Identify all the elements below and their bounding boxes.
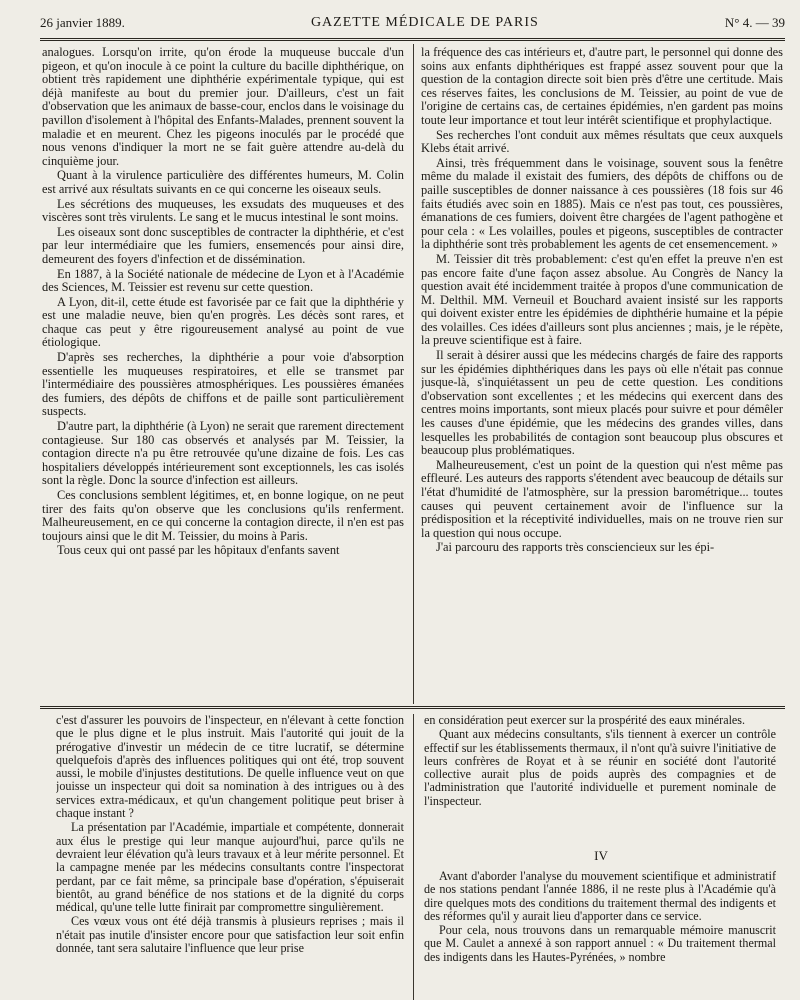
paragraph: la fréquence des cas intérieurs et, d'autre part, le personnel qui donne des soins aux enfants diphthériques est frappé assez souvent pour que la question de la contagion directe soit bien près d'être une certitude. Mais ces réserves faites, les conclusions de M. Teissier, au point de vue de l'origine de certains cas, de certaines épidémies, n'en gardent pas moins toute leur importance et tout leur intérêt scientifique et prophylactique. [421,46,783,127]
page-header [40,10,785,36]
paragraph: Avant d'aborder l'analyse du mouvement scientifique et administratif de nos stations pendant l'année 1886, il ne reste plus à l'Académie qu'à dire quelques mots des conditions du traitement thermal des indigents et des réformes qu'il y aurait lieu d'apporter dans ce service. [424,870,776,923]
article-separator [40,706,785,709]
lower-right-column-bottom [424,870,776,1000]
issue-date: 26 janvier 1889. [40,15,125,30]
paragraph: J'ai parcouru des rapports très consciencieux sur les épi- [436,540,715,555]
paragraph: M. Teissier dit très probablement: c'est qu'en effet la preuve n'en est pas encore faite d'une façon assez absolue. Au Congrès de Nancy la question avait été incidemment traitée à propos d'une communication de M. Delthil. MM. Verneuil et Bouchard avaient insisté sur les rapports qui doivent exister entre les épidémies de diphthérie humaine et la pépie des volailles. Ces idées d'ailleurs sont plus anciennes ; mais, je le répète, la preuve scientifique est à faire. [421,251,783,348]
column-divider [413,44,414,704]
paragraph: analogues. Lorsqu'on irrite, qu'on érode la muqueuse buccale d'un pigeon, et qu'on inocule à ce point la culture du bacille diphthérique, on obtient très rapidement une diphthérie expérimentale typique, qui est déjà manifeste au bout du premier jour. D'ailleurs, c'est un fait d'observation que les animaux de basse-cour, enclos dans le voisinage du pavillon d'isolement à l'hôpital des Enfants-Malades, prennent souvent la maladie et en meurent. Chez les pigeons inoculés par le procédé que nous venons d'indiquer la mort ne se fait guère attendre au-delà du cinquième jour. [42,46,404,168]
paragraph: Il serait à désirer aussi que les médecins chargés de faire des rapports sur les épidémies diphthériques dans les pays où elle n'était pas connue jusque-là, s'inquiétassent un peu de cette question. Les conditions d'observation sont excellentes ; et les médecins qui exercent dans des centres moins importants, sont mieux placés pour suivre et pour démêler les causes d'une épidémie, que les médecins des grandes villes, dans lesquelles les probabilités de contagion sont beaucoup plus obscures et beaucoup plus problématiques. [421,348,783,458]
paragraph: Quant aux médecins consultants, s'ils tiennent à exercer un contrôle effectif sur les établissements thermaux, il n'ont qu'à suivre l'initiative de leurs confrères de Royat et à se réunir en société dont l'autorité collective aurait plus de poids auprès des compagnies et de l'administration que l'autorité individuelle et purement nominale de l'inspecteur. [424,727,776,808]
paragraph: Pour cela, nous trouvons dans un remarquable mémoire manuscrit que M. Caulet a annexé à son rapport annuel : « Du traitement thermal des indigents dans les Hautes-Pyrénées, » nombre [424,923,776,964]
paragraph: Quant à la virulence particulière des différentes humeurs, M. Colin est arrivé aux résultats suivants en ce qui concerne les oiseaux seuls. [42,168,404,196]
paragraph: Les sécrétions des muqueuses, les exsudats des muqueuses et des viscères sont très virulents. Le sang et le mucus intestinal le sont moins. [42,196,404,225]
paragraph: Ainsi, très fréquemment dans le voisinage, souvent sous la fenêtre même du malade il existait des fumiers, des dépôts de chiffons ou de paille susceptibles de donner naissance à ces poussières (18 fois sur 46 faits étudiés avec soin en 1885). Mais ce n'est pas tout, ces poussières, émanations de ces fumiers, doivent être chargées de l'agent pathogène et pour cela : « Les volailles, poules et pigeons, susceptibles de contracter la diphthérie sont très probablement les agents de cet ensemencement. » [421,155,783,252]
upper-right-column [421,46,783,696]
paragraph: La présentation par l'Académie, impartiale et compétente, donnerait aux élus le prestige qui leur manque aujourd'hui, parce qu'ils ne devraient leur élévation qu'à leurs travaux et à leur mérite personnel. Et la campagne menée par les médecins consultants contre l'inspectorat perdant, par ce fait même, sa principale base d'opération, s'épuiserait bientôt, au grand bénéfice de nos stations et de la dignité du corps médical, qu'une telle lutte finirait par compromettre singulièrement. [56,820,404,915]
paragraph: c'est d'assurer les pouvoirs de l'inspecteur, en n'élevant à cette fonction que le plus digne et le plus instruit. Mais l'autorité qui jouit de la prérogative d'investir un médecin de ce titre lucratif, se détermine quelquefois d'après des influences politiques qui ont été, trop souvent aussi, le mobile d'injustes destitutions. De quelle influence veut on que jouisse un inspecteur qui doit sa nomination à des intrigues ou à des services extra-médicaux, et qu'un changement politique peut briser à chaque instant ? [56,714,404,821]
paragraph: en considération peut exercer sur la prospérité des eaux minérales. [424,714,746,727]
lower-column-divider [413,714,414,1000]
paragraph: En 1887, à la Société nationale de médecine de Lyon et à l'Académie des Sciences, M. Teissier est revenu sur cette question. [42,266,404,295]
upper-left-column [42,46,404,686]
issue-number: N° 4. — 39 [724,15,785,30]
header-rule [40,38,785,41]
paragraph: D'après ses recherches, la diphthérie a pour voie d'absorption essentielle les muqueuses respiratoires, et elle se transmet par l'intermédiaire des poussières atmosphériques. Les poussières émanées des fumiers, des dépôts de chiffons et de paille sont particulièrement suspects. [42,350,404,419]
paragraph: Ses recherches l'ont conduit aux mêmes résultats que ceux auxquels Klebs était arrivé. [421,127,783,156]
section-number: IV [594,848,608,863]
paragraph: Les oiseaux sont donc susceptibles de contracter la diphthérie, et c'est par leur intermédiaire que les fumiers, ensemencés pour ainsi dire, demeurent des foyers d'infection et de dissémination. [42,224,404,266]
paragraph: Tous ceux qui ont passé par les hôpitaux d'enfants savent [57,543,340,558]
paragraph: D'autre part, la diphthérie (à Lyon) ne serait que rarement directement contagieuse. Sur 180 cas observés et analysés par M. Teissier, la contagion directe n'a pu être retrouvée qu'une dizaine de fois. Les cas hospitaliers développés intérieurement sont exceptionnels, les cas isolés sont la règle. Donc la source d'infection est ailleurs. [42,419,404,488]
paragraph: Ces vœux vous ont été déjà transmis à plusieurs reprises ; mais il n'était pas inutile d'insister encore pour que satisfaction leur soit enfin donnée, tant sera salutaire l'influence que leur prise [56,914,404,956]
lower-right-column-top [424,714,776,834]
journal-title: GAZETTE MÉDICALE DE PARIS [310,15,539,30]
paragraph: Ces conclusions semblent légitimes, et, en bonne logique, on ne peut tirer des faits qu'on observe que les conclusions qu'ils renferment. Malheureusement, en ce qui concerne la contagion directe, il n'en est pas toujours ainsi que le dit M. Teissier, du moins à Paris. [42,488,404,543]
paragraph: A Lyon, dit-il, cette étude est favorisée par ce fait que la diphthérie y est une maladie neuve, bien qu'en progrès. Les décès sont rares, et chaque cas peut y être rigoureusement analysé au point de vue étiologique. [42,294,404,350]
paragraph: Malheureusement, c'est un point de la question qui n'est même pas effleuré. Les auteurs des rapports s'étendent avec beaucoup de détails sur l'état d'humidité de l'atmosphère, sur la pression barométrique... toutes causes qui peuvent certainement avoir de l'influence sur la prédisposition et la réceptivité individuelles, mais on ne trouve rien sur la question qui nous occupe. [421,457,783,540]
lower-left-column [56,714,404,1000]
